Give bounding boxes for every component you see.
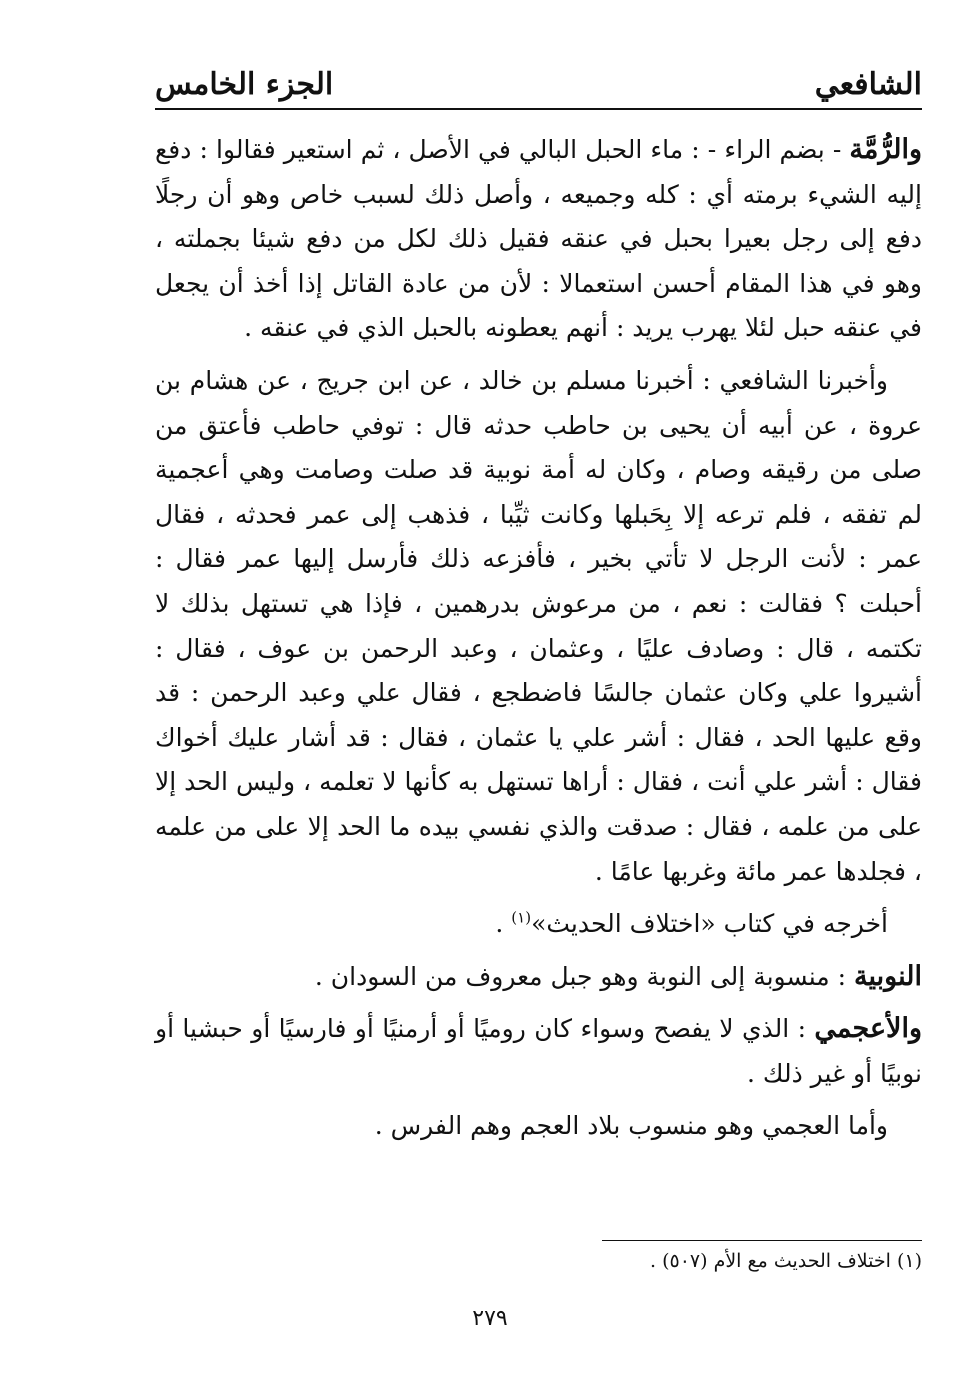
paragraph-text: وأما العجمي وهو منسوب بلاد العجم وهم الفرس . bbox=[374, 1111, 888, 1141]
running-header bbox=[155, 52, 922, 110]
header-volume-title: الجزء الخامس bbox=[155, 67, 334, 102]
paragraph-text-tail: . bbox=[495, 909, 512, 939]
footnote-divider bbox=[602, 1240, 922, 1241]
paragraph-text: وأخبرنا الشافعي : أخبرنا مسلم بن خالد ، عن ابن جريج ، عن هشام بن عروة ، عن أبيه أن يحيى بن حاطب حدثه قال : توفي حاطب فأعتق من صلى من رقيقه وصام ، وكان له أمة نوبية قد صلت وصامت وهي أعجمية لم تفقه ، فلم ترعه إلا بِحَبلها وكانت ثيِّبا ، فذهب إلى عمر فحدثه ، فقال عمر : لأنت الرجل لا تأتي بخير ، فأفزعه ذلك فأرسل إليها عمر فقال : أحبلت ؟ فقالت : نعم ، من مرعوش بدرهمين ، فإذا هي تستهل بذلك لا تكتمه ، قال : وصادف عليًا ، وعثمان ، وعبد الرحمن بن عوف ، فقال : أشيروا علي وكان عثمان جالسًا فاضطجع ، فقال علي وعبد الرحمن : قد وقع عليها الحد ، فقال : أشر علي يا عثمان ، فقال : قد أشار عليك أخواك فقال : أشر علي أنت ، فقال : أراها تستهل به كأنها لا تعلمه ، وليس الحد إلا على من علمه ، فقال : صدقت والذي نفسي بيده ما الحد إلا على من علمه ، فجلدها عمر مائة وغربها عامًا . bbox=[155, 365, 922, 886]
main-text bbox=[155, 128, 922, 1149]
term-rumma: والرُّمَّة bbox=[849, 134, 922, 165]
paragraph-text: - بضم الراء - : ماء الحبل البالي في الأصل ، ثم استعير فقالوا : دفع إليه الشيء برمته أي : كله وجميعه ، وأصل ذلك لسبب خاص وهو أن رجلًا دفع إلى رجل بعيرا بحبل في عنقه فقيل ذلك لكل من دفع شيئا بجملته ، وهو في هذا المقام أحسن استعمالا : لأن من عادة القاتل إذا أخذ أن يجعل في عنقه حبل لئلا يهرب يريد : أنهم يعطونه بالحبل الذي في عنقه . bbox=[155, 135, 922, 343]
paragraph-text: : منسوبة إلى النوبة وهو جبل معروف من السودان . bbox=[314, 961, 855, 991]
paragraph-rumma bbox=[155, 128, 922, 351]
header-book-title: الشافعي bbox=[814, 67, 922, 102]
paragraph-text: أخرجه في كتاب «اختلاف الحديث» bbox=[531, 909, 888, 939]
paragraph-nubiya bbox=[155, 955, 922, 1000]
paragraph-ajami bbox=[155, 1007, 922, 1096]
term-nubiya: النوبية bbox=[854, 960, 922, 992]
page-number: ٢٧٩ bbox=[472, 1306, 508, 1331]
paragraph-ajam bbox=[155, 1104, 922, 1149]
footnote: (١) اختلاف الحديث مع الأم (٥٠٧) . bbox=[650, 1250, 922, 1272]
footnote-reference[interactable]: (١) bbox=[511, 908, 532, 927]
paragraph-hadith bbox=[155, 359, 922, 894]
term-ajami: والأعجمي bbox=[814, 1013, 922, 1045]
paragraph-text: : الذي لا يفصح وسواء كان روميًا أو أرمنيًا أو فارسيًا أو حبشيا أو نوبيًا أو غير ذلك . bbox=[155, 1014, 922, 1088]
paragraph-source bbox=[155, 902, 922, 947]
